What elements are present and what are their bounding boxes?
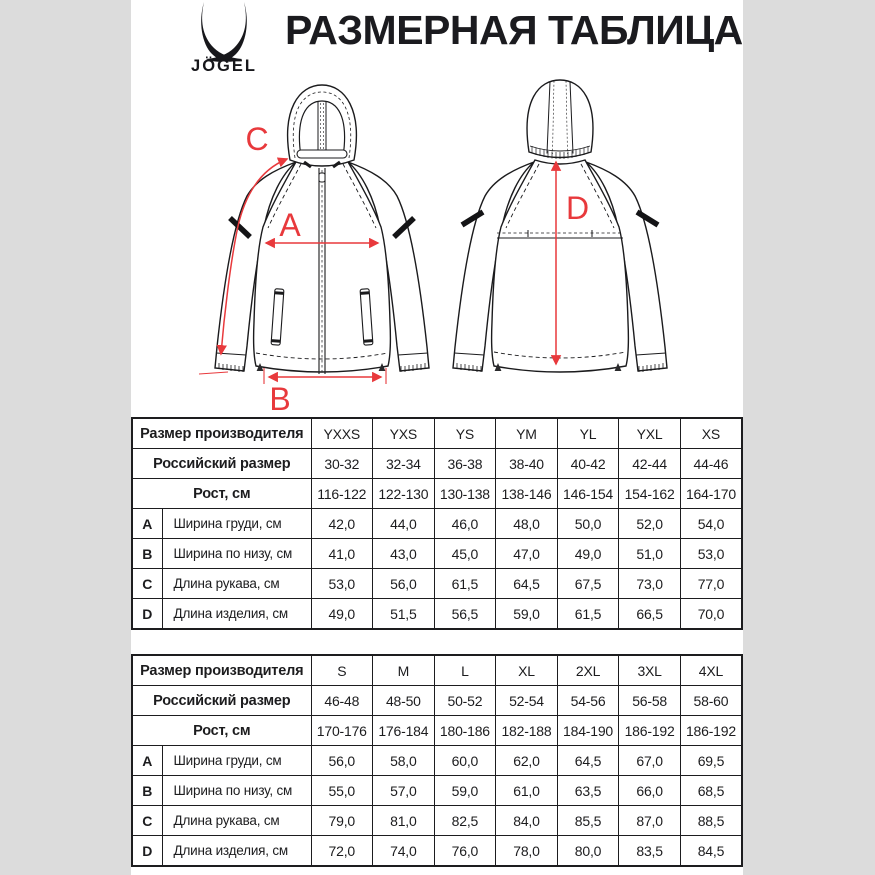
measure-value: 49,0 bbox=[557, 539, 619, 569]
measure-value: 81,0 bbox=[373, 806, 435, 836]
measure-letter: D bbox=[132, 836, 162, 867]
size-cell: 38-40 bbox=[496, 449, 558, 479]
measure-value: 53,0 bbox=[680, 539, 742, 569]
measure-value: 41,0 bbox=[311, 539, 373, 569]
size-cell: 4XL bbox=[680, 655, 742, 686]
dimension-label-d: D bbox=[566, 190, 590, 226]
measure-row bbox=[132, 836, 742, 867]
measure-value: 68,5 bbox=[680, 776, 742, 806]
measure-row bbox=[132, 539, 742, 569]
size-cell: 170-176 bbox=[311, 716, 373, 746]
measure-label: Длина изделия, см bbox=[162, 599, 311, 630]
size-cell: 186-192 bbox=[619, 716, 681, 746]
measure-value: 64,5 bbox=[496, 569, 558, 599]
size-table-adult bbox=[131, 654, 743, 867]
measure-value: 84,5 bbox=[680, 836, 742, 867]
measure-value: 80,0 bbox=[557, 836, 619, 867]
jacket-diagrams bbox=[0, 72, 875, 417]
measure-value: 70,0 bbox=[680, 599, 742, 630]
size-cell: YM bbox=[496, 418, 558, 449]
measure-value: 51,5 bbox=[373, 599, 435, 630]
size-cell: 42-44 bbox=[619, 449, 681, 479]
size-cell: 180-186 bbox=[434, 716, 496, 746]
size-cell: 182-188 bbox=[496, 716, 558, 746]
measure-value: 77,0 bbox=[680, 569, 742, 599]
size-cell: 176-184 bbox=[373, 716, 435, 746]
size-cell: 48-50 bbox=[373, 686, 435, 716]
size-cell: 186-192 bbox=[680, 716, 742, 746]
size-cell: 3XL bbox=[619, 655, 681, 686]
jacket-front-diagram bbox=[202, 72, 442, 417]
measure-value: 47,0 bbox=[496, 539, 558, 569]
size-cell: 116-122 bbox=[311, 479, 373, 509]
jacket-back-diagram bbox=[440, 72, 680, 402]
measure-value: 67,0 bbox=[619, 746, 681, 776]
brand-logo bbox=[185, 2, 263, 74]
measure-value: 55,0 bbox=[311, 776, 373, 806]
row-label: Размер производителя bbox=[132, 418, 311, 449]
measure-letter: A bbox=[132, 509, 162, 539]
measure-value: 59,0 bbox=[434, 776, 496, 806]
page-title: РАЗМЕРНАЯ ТАБЛИЦА bbox=[285, 7, 743, 53]
dimension-label-c: C bbox=[245, 121, 269, 157]
measure-value: 88,5 bbox=[680, 806, 742, 836]
size-header-row bbox=[132, 479, 742, 509]
size-cell: 36-38 bbox=[434, 449, 496, 479]
measure-value: 56,5 bbox=[434, 599, 496, 630]
size-header-row bbox=[132, 418, 742, 449]
size-cell: 32-34 bbox=[373, 449, 435, 479]
size-cell: YXS bbox=[373, 418, 435, 449]
measure-value: 84,0 bbox=[496, 806, 558, 836]
size-cell: 50-52 bbox=[434, 686, 496, 716]
measure-value: 83,5 bbox=[619, 836, 681, 867]
measure-row bbox=[132, 569, 742, 599]
size-cell: 30-32 bbox=[311, 449, 373, 479]
measure-value: 43,0 bbox=[373, 539, 435, 569]
measure-value: 63,5 bbox=[557, 776, 619, 806]
measure-row bbox=[132, 509, 742, 539]
measure-value: 48,0 bbox=[496, 509, 558, 539]
measure-value: 56,0 bbox=[311, 746, 373, 776]
measure-letter: C bbox=[132, 569, 162, 599]
size-cell: 122-130 bbox=[373, 479, 435, 509]
size-cell: 46-48 bbox=[311, 686, 373, 716]
size-cell: YS bbox=[434, 418, 496, 449]
row-label: Рост, см bbox=[132, 479, 311, 509]
measure-label: Ширина по низу, см bbox=[162, 776, 311, 806]
size-cell: 56-58 bbox=[619, 686, 681, 716]
measure-value: 82,5 bbox=[434, 806, 496, 836]
size-table-youth bbox=[131, 417, 743, 630]
measure-value: 67,5 bbox=[557, 569, 619, 599]
size-cell: 154-162 bbox=[619, 479, 681, 509]
measure-row bbox=[132, 776, 742, 806]
measure-label: Длина рукава, см bbox=[162, 806, 311, 836]
row-label: Российский размер bbox=[132, 449, 311, 479]
measure-value: 85,5 bbox=[557, 806, 619, 836]
size-cell: 58-60 bbox=[680, 686, 742, 716]
brand-logo-icon bbox=[201, 2, 247, 62]
measure-value: 76,0 bbox=[434, 836, 496, 867]
measure-value: 64,5 bbox=[557, 746, 619, 776]
measure-letter: A bbox=[132, 746, 162, 776]
size-cell: YL bbox=[557, 418, 619, 449]
size-cell: 44-46 bbox=[680, 449, 742, 479]
measure-value: 87,0 bbox=[619, 806, 681, 836]
size-cell: YXXS bbox=[311, 418, 373, 449]
size-cell: M bbox=[373, 655, 435, 686]
size-cell: 40-42 bbox=[557, 449, 619, 479]
measure-value: 42,0 bbox=[311, 509, 373, 539]
row-label: Российский размер bbox=[132, 686, 311, 716]
size-header-row bbox=[132, 449, 742, 479]
size-cell: 164-170 bbox=[680, 479, 742, 509]
measure-value: 79,0 bbox=[311, 806, 373, 836]
size-cell: 130-138 bbox=[434, 479, 496, 509]
row-label: Размер производителя bbox=[132, 655, 311, 686]
measure-value: 56,0 bbox=[373, 569, 435, 599]
size-cell: 138-146 bbox=[496, 479, 558, 509]
size-cell: L bbox=[434, 655, 496, 686]
measure-value: 78,0 bbox=[496, 836, 558, 867]
size-cell: 146-154 bbox=[557, 479, 619, 509]
measure-label: Длина рукава, см bbox=[162, 569, 311, 599]
measure-value: 46,0 bbox=[434, 509, 496, 539]
size-cell: 52-54 bbox=[496, 686, 558, 716]
size-header-row bbox=[132, 655, 742, 686]
measure-row bbox=[132, 746, 742, 776]
measure-value: 69,5 bbox=[680, 746, 742, 776]
measure-value: 61,5 bbox=[557, 599, 619, 630]
size-header-row bbox=[132, 686, 742, 716]
size-cell: 184-190 bbox=[557, 716, 619, 746]
size-cell: XL bbox=[496, 655, 558, 686]
measure-label: Ширина груди, см bbox=[162, 509, 311, 539]
measure-value: 58,0 bbox=[373, 746, 435, 776]
brand-wordmark: JÖGEL bbox=[191, 57, 257, 74]
measure-value: 66,5 bbox=[619, 599, 681, 630]
back-hood bbox=[527, 80, 593, 159]
row-label: Рост, см bbox=[132, 716, 311, 746]
measure-letter: D bbox=[132, 599, 162, 630]
dimension-label-b: B bbox=[269, 381, 291, 417]
measure-value: 62,0 bbox=[496, 746, 558, 776]
measure-value: 60,0 bbox=[434, 746, 496, 776]
measure-value: 61,0 bbox=[496, 776, 558, 806]
measure-value: 61,5 bbox=[434, 569, 496, 599]
size-cell: S bbox=[311, 655, 373, 686]
dimension-label-a: A bbox=[279, 207, 301, 243]
measure-label: Длина изделия, см bbox=[162, 836, 311, 867]
measure-letter: B bbox=[132, 539, 162, 569]
front-hood bbox=[288, 85, 357, 167]
measure-value: 73,0 bbox=[619, 569, 681, 599]
measure-value: 44,0 bbox=[373, 509, 435, 539]
size-header-row bbox=[132, 716, 742, 746]
measure-value: 53,0 bbox=[311, 569, 373, 599]
measure-value: 49,0 bbox=[311, 599, 373, 630]
measure-value: 45,0 bbox=[434, 539, 496, 569]
measure-value: 72,0 bbox=[311, 836, 373, 867]
size-cell: YXL bbox=[619, 418, 681, 449]
measure-label: Ширина по низу, см bbox=[162, 539, 311, 569]
size-cell: 2XL bbox=[557, 655, 619, 686]
measure-row bbox=[132, 806, 742, 836]
size-cell: XS bbox=[680, 418, 742, 449]
measure-value: 50,0 bbox=[557, 509, 619, 539]
measure-value: 57,0 bbox=[373, 776, 435, 806]
measure-value: 54,0 bbox=[680, 509, 742, 539]
measure-label: Ширина груди, см bbox=[162, 746, 311, 776]
measure-value: 74,0 bbox=[373, 836, 435, 867]
measure-value: 59,0 bbox=[496, 599, 558, 630]
measure-letter: C bbox=[132, 806, 162, 836]
size-cell: 54-56 bbox=[557, 686, 619, 716]
measure-row bbox=[132, 599, 742, 630]
measure-letter: B bbox=[132, 776, 162, 806]
measure-value: 52,0 bbox=[619, 509, 681, 539]
measure-value: 66,0 bbox=[619, 776, 681, 806]
measure-value: 51,0 bbox=[619, 539, 681, 569]
